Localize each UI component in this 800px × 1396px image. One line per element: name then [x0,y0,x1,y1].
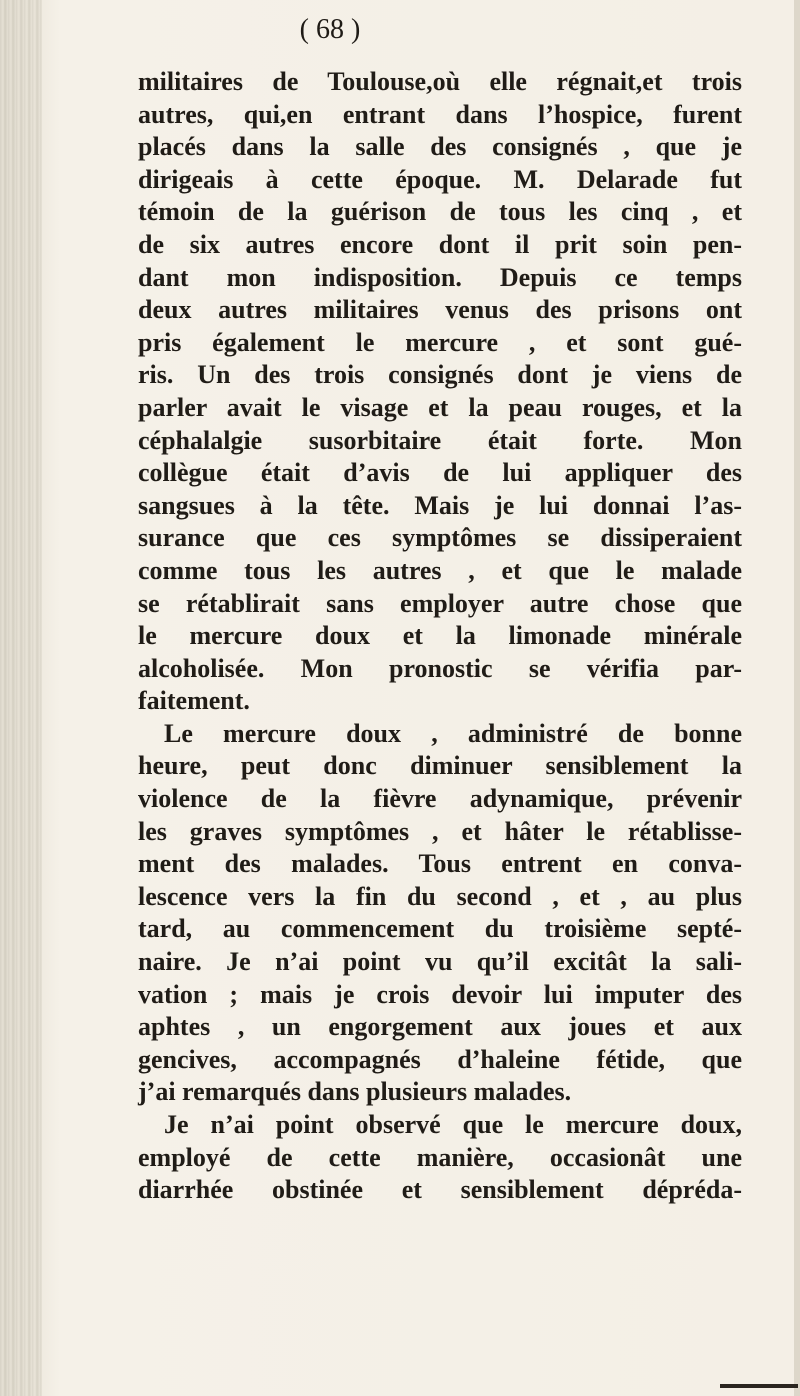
text-line: faitement. [138,686,250,716]
text-line: de six autres encore dont il prit soin pen- [138,229,742,259]
text-line: naire. Je n’ai point vu qu’il excitât la sali- [138,947,742,977]
text-line: dant mon indisposition. Depuis ce temps [138,262,742,292]
text-line: j’ai remarqués dans plusieurs malades. [138,1077,572,1107]
text-line: sangsues à la tête. Mais je lui donnai l’as- [138,490,742,520]
text-line: violence de la fièvre adynamique, prévenir [138,784,742,814]
text-line: les graves symptômes , et hâter le rétablisse- [138,816,742,846]
text-line: placés dans la salle des consignés , que je [138,132,742,162]
text-line: heure, peut donc diminuer sensiblement la [138,751,742,781]
text-line: lescence vers la fin du second , et , au plus [138,881,742,911]
text-line: ris. Un des trois consignés dont je viens de [138,360,742,390]
page-edge [794,0,800,1396]
text-line: vation ; mais je crois devoir lui imputer des [138,979,742,1009]
page-number: ( 68 ) [299,14,361,45]
text-line: Je n’ai point observé que le mercure doux, [164,1110,742,1139]
text-line: parler avait le visage et la peau rouges, et la [138,392,742,422]
text-line: surance que ces symptômes se dissiperaient [138,523,742,553]
text-line: se rétablirait sans employer autre chose que [138,588,742,618]
text-line: diarrhée obstinée et sensiblement dépréda- [138,1175,742,1205]
text-line: céphalalgie susorbitaire était forte. Mon [138,425,742,455]
text-line: le mercure doux et la limonade minérale [138,621,742,651]
text-line: comme tous les autres , et que le malade [138,555,742,585]
text-line: gencives, accompagnés d’haleine fétide, que [138,1044,742,1074]
text-line: pris également le mercure , et sont gué- [138,327,742,357]
text-line: autres, qui,en entrant dans l’hospice, furent [138,99,742,129]
text-line: employé de cette manière, occasionât une [138,1142,742,1172]
text-line: dirigeais à cette époque. M. Delarade fut [138,164,742,194]
text-line: Le mercure doux , administré de bonne [164,718,742,748]
body-text [138,66,742,1207]
text-line: militaires de Toulouse,où elle régnait,et trois [138,67,742,96]
page-corner-shadow [720,1384,798,1388]
text-line: deux autres militaires venus des prisons ont [138,295,742,325]
text-line: tard, au commencement du troisième septé- [138,914,742,944]
text-line: aphtes , un engorgement aux joues et aux [138,1012,742,1042]
text-line: collègue était d’avis de lui appliquer des [138,458,742,488]
binding-gutter [0,0,42,1396]
page-header [0,14,800,46]
text-line: alcoholisée. Mon pronostic se vérifia par- [138,653,742,683]
text-line: ment des malades. Tous entrent en conva- [138,849,742,879]
text-line: témoin de la guérison de tous les cinq , et [138,197,742,227]
